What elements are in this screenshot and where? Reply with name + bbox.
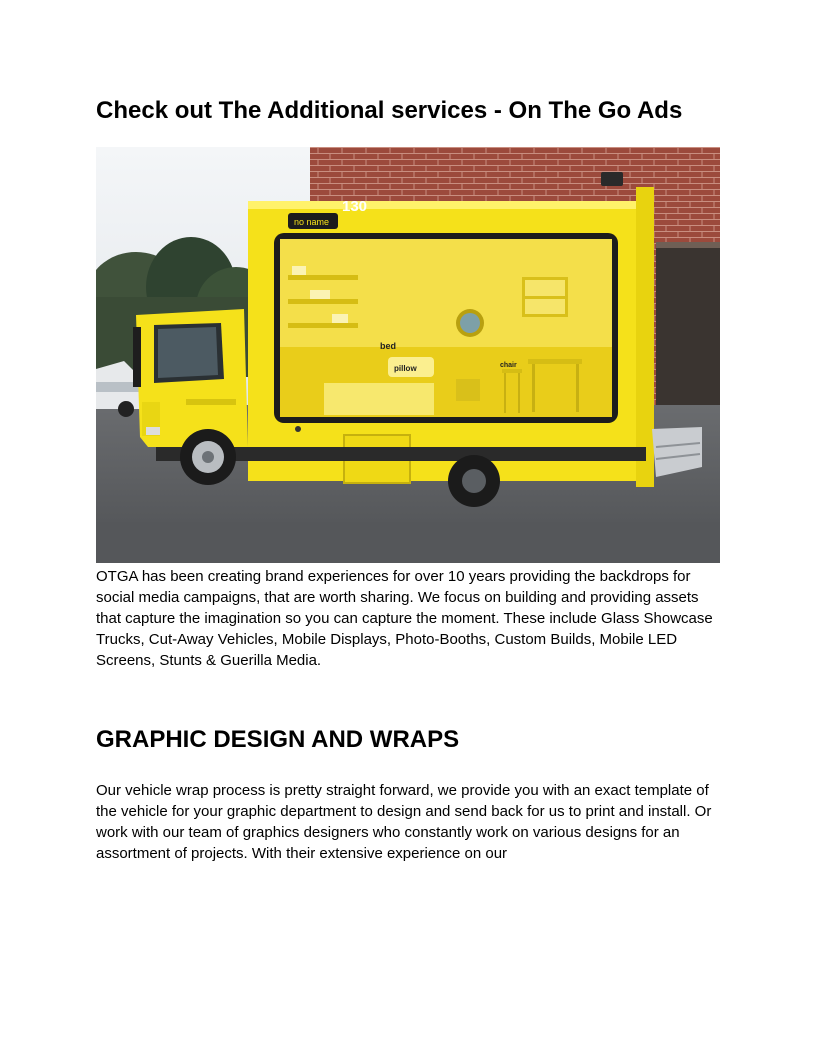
truck-number: 130 [342,198,368,215]
intro-paragraph: OTGA has been creating brand experiences for over 10 years providing the backdrops for social media campaigns, that are worth sharing. We focus on building and providing assets that capture the imagination so you can capture the moment. These include Glass Showcase Trucks, Cut-Away Vehicles, Mobile Displays, Photo-Booths, Custom Builds, Mobile LED Screens, Stunts & Guerilla Media. [96,568,713,669]
section-heading: GRAPHIC DESIGN AND WRAPS [96,726,460,753]
bed [324,383,434,415]
wall-lamp [601,172,623,186]
chair-label: chair [500,362,517,369]
brand-badge-text: no name [294,217,330,227]
truck-box [248,187,654,487]
pillow-label: pillow [394,364,417,373]
page-title: Check out The Additional services - On The Go Ads [96,97,683,124]
rear-wheel [448,455,500,507]
front-wheel [180,429,236,485]
section-paragraph: Our vehicle wrap process is pretty straight forward, we provide you with an exact template of the vehicle for your graphic department to design and send back for us to print and install. Or work with our team of graphics designers who constantly work on various designs for an assortment of projects. With their extensive experience on our [96,782,712,862]
bed-label: bed [380,341,397,351]
truck-cab [133,309,248,447]
showcase-truck-photo [96,147,720,563]
